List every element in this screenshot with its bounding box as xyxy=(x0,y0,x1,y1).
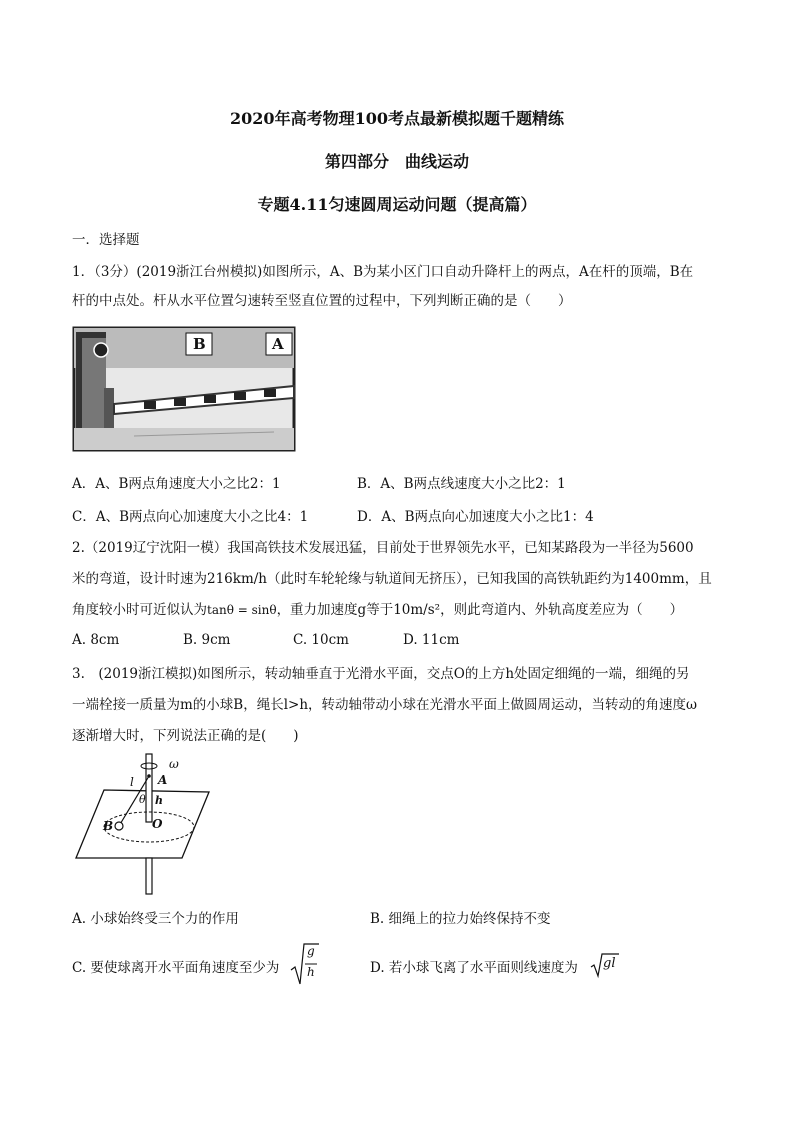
q1-option-b: B．A、B两点线速度大小之比2：1 xyxy=(357,476,566,492)
q2-option-b: B. 9cm xyxy=(183,632,231,648)
q3-line3: 逐渐增大时，下列说法正确的是( ) xyxy=(72,728,299,744)
q3-label-h: h xyxy=(155,794,163,807)
q2-option-c: C. 10cm xyxy=(293,632,349,648)
q2-line2: 米的弯道，设计时速为216km/h（此时车轮轮缘与轨道间无挤压），已知我国的高铁轨距约为1400mm，且 xyxy=(72,571,712,587)
section-heading: 一．选择题 xyxy=(72,232,140,248)
q2-line3-a: 角度较小时可近似认为 xyxy=(72,602,207,618)
q3-option-a: A. 小球始终受三个力的作用 xyxy=(72,911,239,927)
q3-option-c-sqrt xyxy=(290,942,320,986)
q3-option-d-radicand: gl xyxy=(603,956,616,971)
q1-line2: 杆的中点处。杆从水平位置匀速转至竖直位置的过程中，下列判断正确的是（ ） xyxy=(72,293,572,309)
q3-label-a: A xyxy=(158,773,168,787)
q2-formula: tanθ = sinθ xyxy=(207,603,277,617)
q3-option-d: D. 若小球飞离了水平面则线速度为 xyxy=(370,960,578,976)
q3-label-l: l xyxy=(130,775,134,789)
part-title: 第四部分 曲线运动 xyxy=(324,152,469,171)
q3-rotation-diagram xyxy=(72,752,217,897)
q3-label-theta: θ xyxy=(139,793,146,806)
topic-title: 专题4.11匀速圆周运动问题（提高篇） xyxy=(257,195,537,214)
q1-photo-label-a: A xyxy=(272,335,284,353)
q3-line2: 一端栓接一质量为m的小球B，绳长l>h，转动轴带动小球在光滑水平面上做圆周运动，当转动的角速度ω xyxy=(72,697,698,713)
q3-line1: 3. (2019浙江模拟)如图所示，转动轴垂直于光滑水平面，交点O的上方h处固定细绳的一端，细绳的另 xyxy=(72,666,690,682)
q1-option-d: D．A、B两点向心加速度大小之比1：4 xyxy=(357,509,594,525)
q1-line1: 1．（3分）(2019浙江台州模拟)如图所示，A、B为某小区门口自动升降杆上的两点，A在杆的顶端，B在 xyxy=(72,264,694,280)
q3-option-c: C. 要使球离开水平面角速度至少为 xyxy=(72,960,280,976)
q2-line3 xyxy=(72,600,683,620)
q1-photo-label-b: B xyxy=(193,335,206,353)
q3-option-c-numerator: g xyxy=(307,944,315,958)
q3-option-c-denominator: h xyxy=(307,965,315,979)
q1-option-c: C．A、B两点向心加速度大小之比4：1 xyxy=(72,509,309,525)
q2-option-d: D. 11cm xyxy=(403,632,460,648)
q3-label-o: O xyxy=(152,817,163,831)
q1-gate-photo xyxy=(74,328,294,450)
main-title: 2020年高考物理100考点最新模拟题千题精练 xyxy=(230,109,564,128)
q2-option-a: A. 8cm xyxy=(72,632,120,648)
q3-label-b: B xyxy=(103,819,114,833)
q3-option-b: B. 细绳上的拉力始终保持不变 xyxy=(370,911,551,927)
q2-line3-c: ，重力加速度g等于10m/s²，则此弯道内、外轨高度差应为（ ） xyxy=(276,602,684,618)
q2-line1: 2.（2019辽宁沈阳一模）我国高铁技术发展迅猛，目前处于世界领先水平，已知某路段为一半径为5600 xyxy=(72,540,694,556)
q1-option-a: A．A、B两点角速度大小之比2：1 xyxy=(72,476,281,492)
q3-label-omega: ω xyxy=(169,757,179,771)
